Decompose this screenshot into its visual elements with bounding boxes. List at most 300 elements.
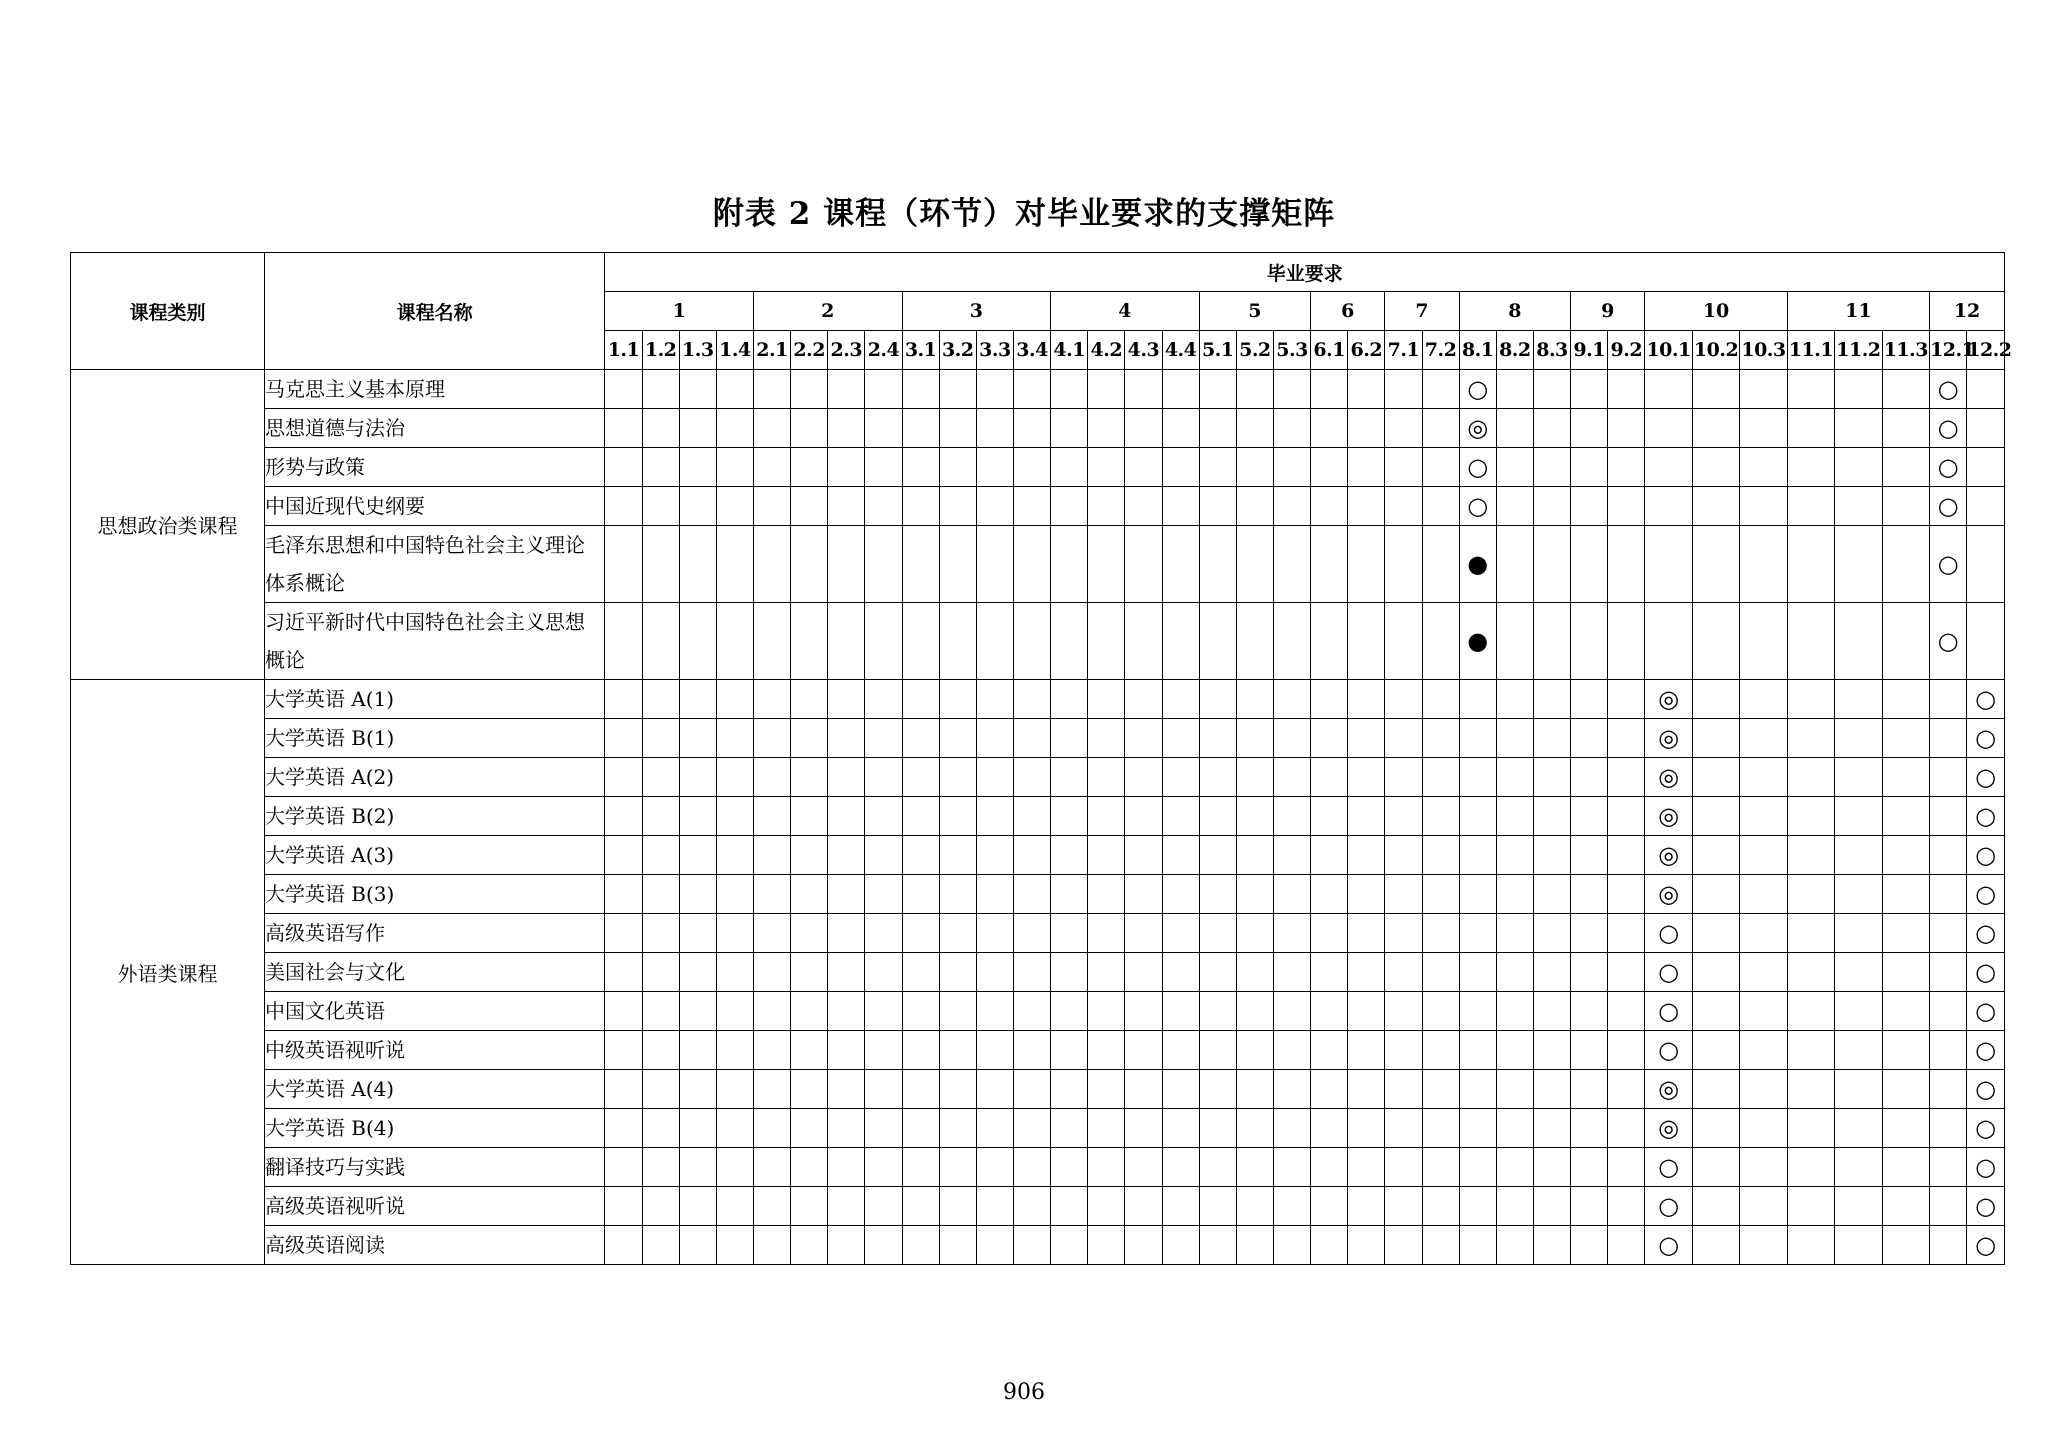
matrix-cell bbox=[1571, 448, 1608, 487]
table-row bbox=[71, 487, 2005, 526]
indicator-header: 8.1 bbox=[1459, 331, 1496, 370]
matrix-cell bbox=[1348, 409, 1385, 448]
matrix-cell bbox=[1125, 914, 1162, 953]
indicator-header: 10.2 bbox=[1692, 331, 1739, 370]
matrix-cell bbox=[1571, 914, 1608, 953]
matrix-cell bbox=[1051, 953, 1088, 992]
table-row bbox=[71, 1031, 2005, 1070]
matrix-cell bbox=[679, 680, 716, 719]
medium-support-mark: ◎ bbox=[1658, 763, 1680, 791]
indicator-header: 3.4 bbox=[1013, 331, 1050, 370]
matrix-cell bbox=[1787, 409, 1834, 448]
matrix-cell bbox=[1571, 719, 1608, 758]
matrix-cell bbox=[1496, 875, 1533, 914]
matrix-cell bbox=[1533, 680, 1570, 719]
course-name: 大学英语 A(1) bbox=[264, 680, 604, 719]
matrix-cell bbox=[642, 1031, 679, 1070]
matrix-cell bbox=[1199, 526, 1236, 603]
matrix-cell bbox=[976, 1109, 1013, 1148]
matrix-cell bbox=[1236, 1148, 1273, 1187]
matrix-cell bbox=[865, 914, 902, 953]
course-name: 大学英语 B(3) bbox=[264, 875, 604, 914]
matrix-cell bbox=[1608, 914, 1645, 953]
indicator-header: 1.3 bbox=[679, 331, 716, 370]
matrix-cell bbox=[1930, 1226, 1967, 1265]
matrix-cell bbox=[1311, 526, 1348, 603]
indicator-header: 3.2 bbox=[939, 331, 976, 370]
matrix-cell bbox=[1051, 797, 1088, 836]
matrix-cell bbox=[1645, 448, 1692, 487]
matrix-cell bbox=[716, 758, 753, 797]
matrix-cell bbox=[828, 409, 865, 448]
indicator-header: 4.1 bbox=[1051, 331, 1088, 370]
indicator-header: 3.3 bbox=[976, 331, 1013, 370]
matrix-cell bbox=[605, 836, 642, 875]
course-name: 大学英语 B(4) bbox=[264, 1109, 604, 1148]
matrix-cell bbox=[716, 1226, 753, 1265]
matrix-cell bbox=[1125, 1187, 1162, 1226]
matrix-cell bbox=[976, 1148, 1013, 1187]
matrix-cell bbox=[1571, 992, 1608, 1031]
table-row bbox=[71, 914, 2005, 953]
matrix-cell bbox=[716, 409, 753, 448]
matrix-cell bbox=[1645, 526, 1692, 603]
matrix-cell bbox=[1236, 719, 1273, 758]
matrix-cell bbox=[1348, 1226, 1385, 1265]
matrix-cell bbox=[1930, 953, 1967, 992]
matrix-cell bbox=[753, 1148, 790, 1187]
matrix-cell bbox=[1199, 487, 1236, 526]
matrix-cell bbox=[1385, 680, 1422, 719]
matrix-cell bbox=[1533, 1187, 1570, 1226]
matrix-cell bbox=[1787, 526, 1834, 603]
matrix-cell bbox=[1533, 758, 1570, 797]
matrix-cell bbox=[1787, 680, 1834, 719]
matrix-cell bbox=[1533, 603, 1570, 680]
matrix-cell bbox=[828, 1187, 865, 1226]
matrix-cell bbox=[605, 487, 642, 526]
matrix-cell bbox=[1835, 992, 1882, 1031]
requirement-group-header: 8 bbox=[1459, 292, 1570, 331]
matrix-cell bbox=[976, 953, 1013, 992]
matrix-cell bbox=[1459, 875, 1496, 914]
matrix-cell bbox=[1236, 1226, 1273, 1265]
matrix-cell bbox=[791, 1070, 828, 1109]
matrix-cell bbox=[1608, 603, 1645, 680]
matrix-cell bbox=[1088, 1031, 1125, 1070]
matrix-cell bbox=[902, 680, 939, 719]
matrix-cell bbox=[1125, 603, 1162, 680]
course-name: 形势与政策 bbox=[264, 448, 604, 487]
matrix-cell bbox=[865, 448, 902, 487]
matrix-cell bbox=[1236, 487, 1273, 526]
matrix-cell bbox=[1162, 797, 1199, 836]
matrix-cell bbox=[1608, 680, 1645, 719]
matrix-cell bbox=[753, 409, 790, 448]
matrix-cell bbox=[865, 409, 902, 448]
table-row bbox=[71, 1070, 2005, 1109]
weak-support-mark: ○ bbox=[1975, 724, 1997, 752]
matrix-cell bbox=[1496, 836, 1533, 875]
matrix-cell bbox=[1051, 603, 1088, 680]
matrix-cell bbox=[642, 448, 679, 487]
weak-support-mark: ○ bbox=[1975, 1192, 1997, 1220]
matrix-cell bbox=[1385, 797, 1422, 836]
matrix-cell bbox=[1692, 1226, 1739, 1265]
matrix-cell bbox=[716, 1109, 753, 1148]
matrix-cell bbox=[1692, 797, 1739, 836]
matrix-cell bbox=[1571, 1031, 1608, 1070]
matrix-cell bbox=[1311, 1226, 1348, 1265]
matrix-cell bbox=[1348, 487, 1385, 526]
matrix-cell bbox=[1385, 1148, 1422, 1187]
matrix-cell bbox=[1459, 370, 1496, 409]
matrix-cell bbox=[902, 1148, 939, 1187]
matrix-cell bbox=[865, 1226, 902, 1265]
weak-support-mark: ○ bbox=[1467, 453, 1489, 481]
matrix-cell bbox=[1645, 1148, 1692, 1187]
matrix-cell bbox=[1835, 1109, 1882, 1148]
weak-support-mark: ○ bbox=[1658, 997, 1680, 1025]
matrix-cell bbox=[1162, 875, 1199, 914]
matrix-cell bbox=[753, 1109, 790, 1148]
matrix-cell bbox=[1533, 914, 1570, 953]
matrix-cell bbox=[716, 875, 753, 914]
matrix-cell bbox=[1645, 1070, 1692, 1109]
matrix-cell bbox=[1162, 1148, 1199, 1187]
matrix-cell bbox=[865, 953, 902, 992]
matrix-cell bbox=[716, 953, 753, 992]
matrix-cell bbox=[1199, 448, 1236, 487]
table-row bbox=[71, 1148, 2005, 1187]
matrix-cell bbox=[679, 370, 716, 409]
matrix-cell bbox=[1459, 1070, 1496, 1109]
matrix-cell bbox=[1787, 797, 1834, 836]
matrix-cell bbox=[1608, 448, 1645, 487]
matrix-cell bbox=[1422, 1226, 1459, 1265]
matrix-cell bbox=[1422, 758, 1459, 797]
matrix-cell bbox=[1787, 719, 1834, 758]
matrix-cell bbox=[1571, 1187, 1608, 1226]
matrix-cell bbox=[1496, 1070, 1533, 1109]
matrix-cell bbox=[1608, 1031, 1645, 1070]
matrix-cell bbox=[1967, 953, 2005, 992]
matrix-cell bbox=[642, 953, 679, 992]
matrix-cell bbox=[865, 1109, 902, 1148]
matrix-cell bbox=[1645, 836, 1692, 875]
matrix-cell bbox=[753, 797, 790, 836]
matrix-cell bbox=[1013, 836, 1050, 875]
matrix-cell bbox=[1930, 448, 1967, 487]
matrix-cell bbox=[1385, 953, 1422, 992]
matrix-cell bbox=[1787, 603, 1834, 680]
matrix-cell bbox=[1967, 914, 2005, 953]
matrix-cell bbox=[1013, 1226, 1050, 1265]
table-row bbox=[71, 409, 2005, 448]
header-category: 课程类别 bbox=[71, 253, 265, 370]
matrix-cell bbox=[1236, 992, 1273, 1031]
matrix-cell bbox=[1273, 1148, 1310, 1187]
matrix-cell bbox=[1740, 797, 1787, 836]
matrix-cell bbox=[679, 603, 716, 680]
matrix-cell bbox=[1835, 953, 1882, 992]
matrix-cell bbox=[939, 526, 976, 603]
weak-support-mark: ○ bbox=[1658, 958, 1680, 986]
weak-support-mark: ○ bbox=[1975, 1231, 1997, 1259]
matrix-cell bbox=[1740, 487, 1787, 526]
matrix-cell bbox=[828, 1070, 865, 1109]
matrix-cell bbox=[1088, 953, 1125, 992]
matrix-cell bbox=[1740, 409, 1787, 448]
matrix-cell bbox=[1571, 836, 1608, 875]
matrix-cell bbox=[1740, 1226, 1787, 1265]
header-course-name: 课程名称 bbox=[264, 253, 604, 370]
matrix-cell bbox=[642, 680, 679, 719]
matrix-cell bbox=[791, 680, 828, 719]
matrix-cell bbox=[1051, 875, 1088, 914]
matrix-cell bbox=[791, 797, 828, 836]
matrix-cell bbox=[1692, 719, 1739, 758]
matrix-cell bbox=[1882, 487, 1929, 526]
matrix-cell bbox=[1608, 1070, 1645, 1109]
matrix-cell bbox=[716, 992, 753, 1031]
matrix-cell bbox=[1422, 370, 1459, 409]
indicator-header: 11.1 bbox=[1787, 331, 1834, 370]
matrix-cell bbox=[1311, 992, 1348, 1031]
matrix-cell bbox=[605, 797, 642, 836]
matrix-cell bbox=[1692, 448, 1739, 487]
matrix-cell bbox=[753, 1031, 790, 1070]
matrix-cell bbox=[1608, 526, 1645, 603]
matrix-cell bbox=[679, 1109, 716, 1148]
matrix-cell bbox=[1645, 758, 1692, 797]
requirement-group-header: 10 bbox=[1645, 292, 1787, 331]
weak-support-mark: ○ bbox=[1467, 492, 1489, 520]
matrix-cell bbox=[1422, 836, 1459, 875]
matrix-cell bbox=[1930, 487, 1967, 526]
matrix-cell bbox=[1692, 1031, 1739, 1070]
matrix-cell bbox=[1385, 758, 1422, 797]
matrix-cell bbox=[1930, 1148, 1967, 1187]
matrix-cell bbox=[1348, 797, 1385, 836]
matrix-cell bbox=[828, 680, 865, 719]
course-name: 翻译技巧与实践 bbox=[264, 1148, 604, 1187]
matrix-cell bbox=[1162, 1070, 1199, 1109]
matrix-cell bbox=[1787, 1031, 1834, 1070]
matrix-cell bbox=[1162, 1109, 1199, 1148]
matrix-cell bbox=[1835, 1070, 1882, 1109]
matrix-cell bbox=[976, 1226, 1013, 1265]
matrix-cell bbox=[976, 603, 1013, 680]
matrix-cell bbox=[1385, 836, 1422, 875]
matrix-cell bbox=[1236, 836, 1273, 875]
weak-support-mark: ○ bbox=[1975, 919, 1997, 947]
matrix-cell bbox=[1692, 526, 1739, 603]
matrix-cell bbox=[1692, 1148, 1739, 1187]
matrix-cell bbox=[865, 875, 902, 914]
matrix-cell bbox=[1835, 603, 1882, 680]
matrix-cell bbox=[605, 1070, 642, 1109]
matrix-cell bbox=[1787, 1187, 1834, 1226]
matrix-cell bbox=[1088, 603, 1125, 680]
matrix-cell bbox=[642, 836, 679, 875]
matrix-cell bbox=[1162, 1187, 1199, 1226]
matrix-cell bbox=[1882, 1226, 1929, 1265]
matrix-cell bbox=[605, 719, 642, 758]
matrix-cell bbox=[902, 992, 939, 1031]
matrix-cell bbox=[1835, 719, 1882, 758]
matrix-cell bbox=[1199, 1148, 1236, 1187]
matrix-cell bbox=[716, 1070, 753, 1109]
matrix-cell bbox=[642, 409, 679, 448]
course-name: 中国近现代史纲要 bbox=[264, 487, 604, 526]
matrix-cell bbox=[1088, 409, 1125, 448]
table-row bbox=[71, 1187, 2005, 1226]
matrix-cell bbox=[1236, 953, 1273, 992]
matrix-cell bbox=[1088, 719, 1125, 758]
matrix-cell bbox=[1051, 1226, 1088, 1265]
weak-support-mark: ○ bbox=[1937, 414, 1959, 442]
course-name: 高级英语写作 bbox=[264, 914, 604, 953]
matrix-cell bbox=[1533, 797, 1570, 836]
matrix-cell bbox=[1273, 719, 1310, 758]
matrix-cell bbox=[642, 875, 679, 914]
matrix-cell bbox=[976, 1187, 1013, 1226]
matrix-cell bbox=[605, 1187, 642, 1226]
matrix-cell bbox=[1692, 487, 1739, 526]
matrix-cell bbox=[1740, 1109, 1787, 1148]
matrix-cell bbox=[1835, 758, 1882, 797]
matrix-cell bbox=[716, 797, 753, 836]
matrix-cell bbox=[939, 409, 976, 448]
matrix-cell bbox=[1125, 797, 1162, 836]
matrix-cell bbox=[1051, 1031, 1088, 1070]
matrix-cell bbox=[1571, 487, 1608, 526]
matrix-cell bbox=[976, 758, 1013, 797]
matrix-cell bbox=[1571, 953, 1608, 992]
matrix-cell bbox=[1422, 1070, 1459, 1109]
indicator-header: 12.1 bbox=[1930, 331, 1967, 370]
matrix-cell bbox=[1608, 1226, 1645, 1265]
medium-support-mark: ◎ bbox=[1658, 841, 1680, 869]
matrix-cell bbox=[828, 992, 865, 1031]
matrix-cell bbox=[1692, 370, 1739, 409]
matrix-cell bbox=[1311, 1148, 1348, 1187]
matrix-cell bbox=[1835, 797, 1882, 836]
matrix-cell bbox=[1422, 680, 1459, 719]
matrix-cell bbox=[642, 992, 679, 1031]
table-row bbox=[71, 370, 2005, 409]
matrix-cell bbox=[902, 797, 939, 836]
matrix-cell bbox=[1882, 719, 1929, 758]
matrix-cell bbox=[1692, 680, 1739, 719]
table-row bbox=[71, 603, 2005, 680]
matrix-cell bbox=[1533, 1148, 1570, 1187]
matrix-cell bbox=[1162, 370, 1199, 409]
matrix-cell bbox=[1013, 953, 1050, 992]
requirement-group-header: 5 bbox=[1199, 292, 1310, 331]
medium-support-mark: ◎ bbox=[1658, 1075, 1680, 1103]
table-row bbox=[71, 1109, 2005, 1148]
matrix-cell bbox=[1088, 1109, 1125, 1148]
matrix-cell bbox=[1348, 914, 1385, 953]
course-category: 外语类课程 bbox=[71, 680, 265, 1265]
matrix-cell bbox=[605, 1109, 642, 1148]
matrix-cell bbox=[1740, 914, 1787, 953]
matrix-cell bbox=[1882, 1109, 1929, 1148]
matrix-cell bbox=[1882, 875, 1929, 914]
matrix-cell bbox=[1930, 409, 1967, 448]
course-name: 中国文化英语 bbox=[264, 992, 604, 1031]
matrix-cell bbox=[1088, 797, 1125, 836]
matrix-cell bbox=[1013, 914, 1050, 953]
table-row bbox=[71, 836, 2005, 875]
table-row bbox=[71, 526, 2005, 603]
indicator-header: 1.2 bbox=[642, 331, 679, 370]
indicator-header: 5.2 bbox=[1236, 331, 1273, 370]
matrix-cell bbox=[1930, 992, 1967, 1031]
matrix-cell bbox=[1273, 953, 1310, 992]
matrix-cell bbox=[1882, 680, 1929, 719]
matrix-cell bbox=[1692, 1070, 1739, 1109]
matrix-cell bbox=[1236, 680, 1273, 719]
matrix-cell bbox=[1273, 836, 1310, 875]
matrix-cell bbox=[1787, 1109, 1834, 1148]
matrix-cell bbox=[1930, 1109, 1967, 1148]
matrix-cell bbox=[828, 1148, 865, 1187]
matrix-cell bbox=[1236, 1109, 1273, 1148]
matrix-cell bbox=[939, 719, 976, 758]
matrix-cell bbox=[642, 370, 679, 409]
requirement-group-header: 7 bbox=[1385, 292, 1459, 331]
matrix-cell bbox=[791, 448, 828, 487]
matrix-cell bbox=[1740, 1070, 1787, 1109]
matrix-cell bbox=[1013, 875, 1050, 914]
matrix-cell bbox=[716, 448, 753, 487]
course-name: 大学英语 A(3) bbox=[264, 836, 604, 875]
matrix-cell bbox=[1496, 992, 1533, 1031]
matrix-cell bbox=[902, 836, 939, 875]
matrix-cell bbox=[1348, 836, 1385, 875]
matrix-cell bbox=[753, 487, 790, 526]
matrix-cell bbox=[1088, 875, 1125, 914]
matrix-cell bbox=[1692, 992, 1739, 1031]
matrix-cell bbox=[1051, 836, 1088, 875]
matrix-cell bbox=[1608, 1148, 1645, 1187]
matrix-cell bbox=[679, 758, 716, 797]
matrix-cell bbox=[1311, 1031, 1348, 1070]
matrix-cell bbox=[1459, 1148, 1496, 1187]
matrix-cell bbox=[1645, 953, 1692, 992]
matrix-cell bbox=[1013, 992, 1050, 1031]
matrix-cell bbox=[828, 875, 865, 914]
matrix-cell bbox=[1496, 680, 1533, 719]
matrix-cell bbox=[939, 758, 976, 797]
matrix-cell bbox=[1051, 1187, 1088, 1226]
matrix-cell bbox=[1348, 526, 1385, 603]
matrix-cell bbox=[1273, 603, 1310, 680]
matrix-cell bbox=[791, 875, 828, 914]
matrix-cell bbox=[976, 1070, 1013, 1109]
matrix-cell bbox=[1273, 1109, 1310, 1148]
matrix-cell bbox=[1088, 836, 1125, 875]
matrix-cell bbox=[1162, 1226, 1199, 1265]
matrix-cell bbox=[1273, 448, 1310, 487]
matrix-cell bbox=[1162, 1031, 1199, 1070]
matrix-cell bbox=[1459, 448, 1496, 487]
matrix-cell bbox=[828, 953, 865, 992]
matrix-cell bbox=[679, 409, 716, 448]
